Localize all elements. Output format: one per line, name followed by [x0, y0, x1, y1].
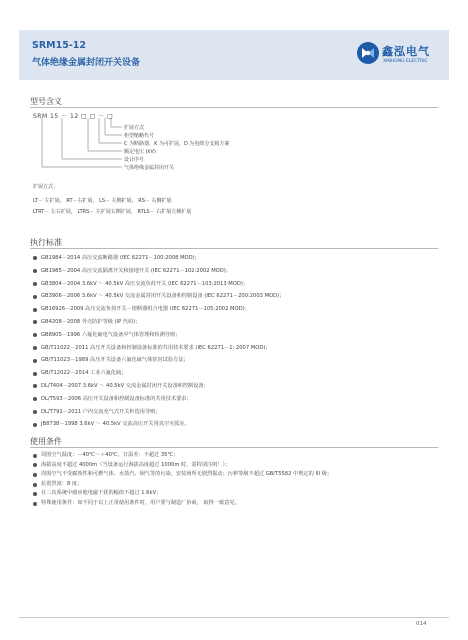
bullet-dot-icon [33, 384, 37, 388]
company-logo-icon [356, 41, 380, 65]
standard-text: JB8738－1998 3.6kV ～ 40.5kV 交流高压开关用真空灭弧室。 [41, 421, 190, 428]
condition-text: 在二次系统中感应地电磁干扰的幅值不超过 1.6kV； [41, 490, 162, 497]
bullet-dot-icon [33, 372, 37, 376]
list-item [33, 354, 443, 367]
condition-text: 海拔高度不超过 4000m（当设备运行海拔高度超过 1000m 时，需特别注明！）； [41, 461, 231, 468]
company-name-en: XINHONG ELECTRIC [383, 59, 428, 64]
standard-text: GB8905－1996 六氟化硫电气设备中气体管理和检测导则； [41, 331, 181, 338]
conditions-section-title: 使用条件 [30, 437, 62, 446]
standard-text: DL/T593－2006 高压开关设备和控制设备标准的共用技术要求； [41, 395, 192, 402]
model-section-title: 型号含义 [30, 97, 62, 106]
condition-text: 抗震烈度：8 度； [41, 480, 83, 487]
bullet-dot-icon [33, 502, 37, 506]
extension-line-2: LTRT－ 左右扩展， LTRS－ 左扩展右侧扩展， RTLS－ 右扩展左侧扩展 [33, 209, 192, 215]
standards-list [33, 252, 443, 431]
list-item [33, 367, 443, 380]
list-item [33, 451, 443, 461]
section-divider [30, 248, 438, 249]
section-divider [30, 447, 438, 448]
standard-text: GB3804－2004 3.6kV ～ 40.5kV 高压交流负荷开关 (IEC 62271－103:2013 MOD)； [41, 280, 249, 287]
standard-text: GB/T11022－2011 高压开关设备和控制设备标准的共用技术要求 (IEC 62271－1: 2007 MOD)； [41, 344, 271, 351]
list-item [33, 489, 443, 499]
extension-title: 扩展方式： [33, 184, 59, 190]
conditions-list [33, 451, 443, 509]
list-item [33, 380, 443, 393]
list-item [33, 461, 443, 471]
list-item [33, 406, 443, 419]
product-title: SRM15-12 [32, 40, 86, 51]
list-item [33, 499, 443, 509]
bullet-dot-icon [33, 473, 37, 477]
model-code: SRM 15 － 12 □ □ － □ [33, 113, 114, 120]
list-item [33, 303, 443, 316]
list-item [33, 265, 443, 278]
bullet-dot-icon [33, 256, 37, 260]
footer-divider [19, 617, 449, 618]
section-divider [30, 107, 438, 108]
condition-text: 周围空气温度：－40℃～＋40℃，日温差：不超过 35℃； [41, 452, 179, 458]
standard-text: GB/T11023－1989 高压开关设备六氟化硫气体密封试验方法； [41, 357, 189, 364]
list-item [33, 470, 443, 480]
tree-label-design-serial: 设计序号 [124, 157, 145, 163]
standard-text: GB1985－2004 高压交流隔离开关和接地开关 (IEC 62271－102:2002 MOD)； [41, 267, 231, 274]
bullet-dot-icon [33, 454, 37, 458]
standard-text: GB16926－2009 高压交流负荷开关－熔断器组合电器 (IEC 62271－105:2002 MOD)； [41, 306, 250, 313]
list-item [33, 393, 443, 406]
list-item [33, 480, 443, 490]
bullet-dot-icon [33, 423, 37, 427]
list-item [33, 278, 443, 291]
condition-text: 周围空气不受腐蚀性和可燃气体、水蒸汽、烟气等的污染，安装场所无剧烈振动；污秽等级不超过 GB/T5582 中规定的 III 级； [41, 471, 333, 478]
page-number: 014 [416, 621, 427, 627]
tree-label-product-type: 气体绝缘金属封闭开关 [124, 165, 175, 171]
tree-label-scheme: C 为断路器，K 为可扩展，D 为电缆分支箱方案 [124, 141, 230, 147]
standard-text: GB1984－2014 高压交流断路器 (IEC 62271－100:2008 MOD)； [41, 255, 200, 261]
tree-label-rated-voltage: 额定电压 (kV) [124, 149, 156, 155]
standard-text: GB3906－2006 3.6kV ～ 40.5kV 交流金属封闭开关设备和控制设备 (IEC 62271－200:2003 MOD)； [41, 293, 285, 300]
bullet-dot-icon [33, 346, 37, 350]
list-item [33, 329, 443, 342]
bullet-dot-icon [33, 282, 37, 286]
product-subtitle: 气体绝缘金属封闭开关设备 [32, 58, 141, 68]
list-item [33, 342, 443, 355]
bullet-dot-icon [33, 463, 37, 467]
standard-text: DL/T791－2011 户内交流充气式开关柜选用导则； [41, 408, 161, 415]
standard-text: GB/T12022－2014 工业六氟化硫； [41, 370, 127, 377]
condition-text: 特殊使用条件：如不同于以上正常使用条件时，用户要与制造厂协商， 取得一致意见。 [41, 499, 240, 506]
company-logo [356, 38, 446, 72]
bullet-dot-icon [33, 269, 37, 273]
extension-line-1: LT－ 左扩展， RT－右扩展， LS－ 左侧扩展， RS－ 右侧扩展 [33, 198, 172, 204]
bullet-dot-icon [33, 295, 37, 299]
bullet-dot-icon [33, 308, 37, 312]
bullet-dot-icon [33, 397, 37, 401]
bullet-dot-icon [33, 333, 37, 337]
list-item [33, 290, 443, 303]
tree-label-cabinet-code: 柜型缩略代号 [124, 133, 155, 139]
list-item [33, 418, 443, 431]
company-name-cn: 鑫泓电气 [382, 45, 430, 58]
list-item [33, 316, 443, 329]
standard-text: GB4208－2008 外壳防护等级 (IP 代码)； [41, 318, 141, 325]
standard-text: DL/T404－2007 3.6kV ～ 40.5kV 交流金属封闭开关设备和控制设备； [41, 382, 209, 389]
bullet-dot-icon [33, 410, 37, 414]
list-item [33, 252, 443, 265]
bullet-dot-icon [33, 320, 37, 324]
bullet-dot-icon [33, 359, 37, 363]
bullet-dot-icon [33, 483, 37, 487]
bullet-dot-icon [33, 492, 37, 496]
tree-label-expansion: 扩展方式 [124, 125, 145, 131]
header-band [19, 30, 449, 80]
standards-section-title: 执行标准 [30, 238, 62, 247]
